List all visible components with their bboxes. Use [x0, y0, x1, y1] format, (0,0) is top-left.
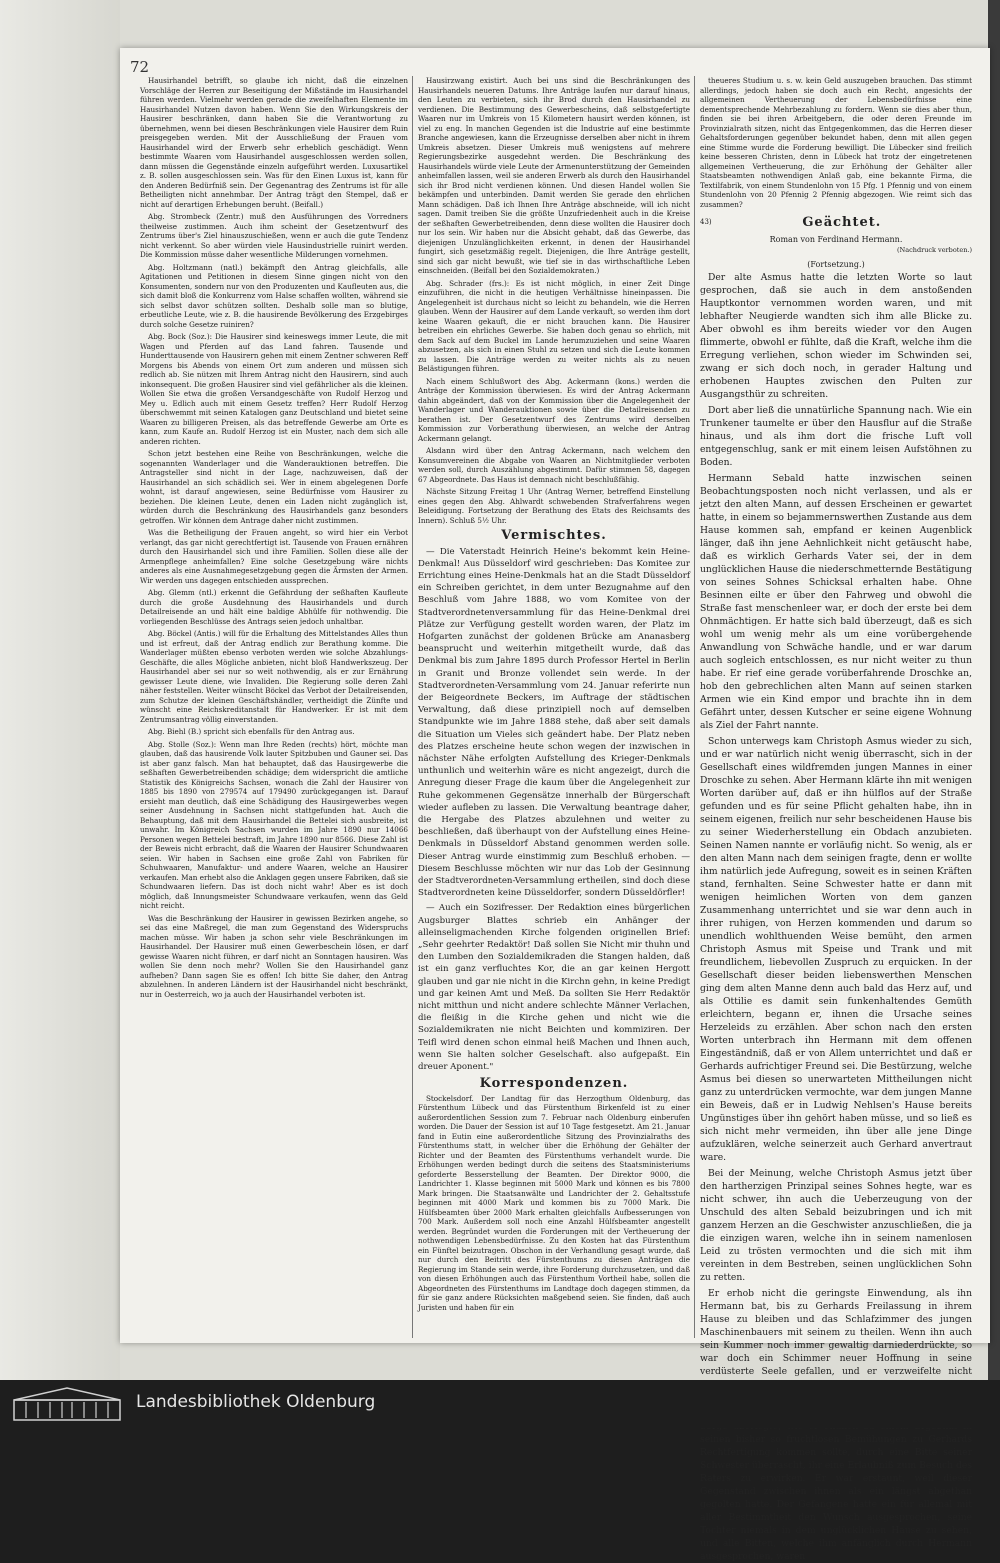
paragraph: Hausirzwang existirt. Auch bei uns sind die Beschränkungen des Hausirhandels neueren Datums. Ihre Anträge laufen nur darauf hinaus, den Leuten zu verbieten, sich ihr Brod durch den Hausirhandel zu verdienen. Die Bestimmung des Gewerbescheins, daß selbstgefertigte Waaren nur im Umkreis von 15 Kilometern hausirt werden können, ist viel zu eng. In manchen Gegenden ist die Industrie auf eine bestimmte Branche angewiesen, kann die Erzeugnisse derselben aber nicht in ihrem Umkreis absetzen. Dieser Umkreis muß wenigstens auf mehrere Regierungsbezirke ausgedehnt werden. Die Beschränkung des Hausirhandels würde viele Leute der Armenunterstützung der Gemeinden anheimfallen lassen, weil sie anderen Erwerb als durch den Hausirhandel sich ihr Brod nicht verdienen können. Und diesen Handel wollen Sie bekämpfen und unterbinden. Damit werden Sie gerade den ehrlichen Mann schädigen. Daß ich Ihnen Ihre Anträge abschneide, will ich nicht sagen. Damit treiben Sie die größte Unzufriedenheit auch in die Kreise der seßhaften Gewerbetreibenden, denn diese wollten die Hausirer doch nur los sein. Wir haben nur die Absicht gehabt, daß das Gewerbe, das diejenigen Unzulänglichkeiten erkennt, in denen der Hausirhandel fungirt, sich gesetzmäßig regelt. Diejenigen, die Ihre Anträge gestellt, sind sich gar nicht bewußt, wie tief sie in das wirthschaftliche Leben einschneiden. (Beifall bei den Sozialdemokraten.) [418, 76, 690, 275]
page-left-margin [0, 0, 120, 1380]
paragraph: Schon jetzt bestehen eine Reihe von Beschränkungen, welche die sogenannten Wanderlager und die Wanderauktionen betreffen. Die Antragsteller sind nicht in der Lage, nachzuweisen, daß der Hausirhandel an sich schädlich sei. Wer in einem abgelegenen Dorfe wohnt, ist darauf angewiesen, seine Bedürfnisse vom Hausirer zu beziehen. Die kleinen Leute, denen ein Laden nicht zugänglich ist, würden durch die Beschränkung des Hausirhandels ganz besonders getroffen. Wir können dem Antrage daher nicht zustimmen. [140, 449, 408, 525]
paragraph: Abg. Böckel (Antis.) will für die Erhaltung des Mittelstandes Alles thun und ist erfreut, daß der Antrag endlich zur Berathung komme. Die Wanderlager müßten ebenso verboten werden wie solche Abzahlungs-Geschäfte, die alles Mögliche anbieten, nicht bloß Handwerkszeug. Der Hausirhandel aber sei nur so weit nothwendig, als er zur Ernährung gewisser Leute diene, wie Invaliden. Die Regierung solle deren Zahl näher feststellen. Weiter wünscht Böckel das Verbot der Detailreisenden, zum Schutze der kleinen Geschäftshändler, vertheidigt die Zünfte und wünscht eine Reichskreditanstalt für Handwerker. Er ist mit dem Zentrumsantrag völlig einverstanden. [140, 629, 408, 724]
paragraph: Was die Beschränkung der Hausirer in gewissen Bezirken angehe, so sei das eine Maßregel, die man zum Gegenstand des Widerspruchs machen müsse. Wir haben ja schon sehr viele Beschränkungen im Hausirhandel. Der Hausirer muß einen Gewerbeschein lösen, er darf gewisse Waaren nicht führen, er darf nicht an Sonntagen hausiren. Was wollen Sie denn noch mehr? Wollen Sie den Hausirhandel ganz aufheben? Dann sagen Sie es offen! Ich bitte Sie daher, den Antrag abzulehnen. In anderen Ländern ist der Hausirhandel nicht beschränkt, nur in Oesterreich, wo ja auch der Hausirhandel verboten ist. [140, 913, 408, 999]
paragraph: Abg. Schrader (frs.): Es ist nicht möglich, in einer Zeit Dinge einzuführen, die nicht in die heutigen Verhältnisse hineinpassen. Die Angelegenheit ist durchaus nicht so leicht zu behandeln, wie die Herren glauben. Wenn der Hausirer auf dem Lande verkauft, so werden ihm dort keine Waaren gekauft, die er nicht brauchen kann. Die Hausirer betreiben ein ehrliches Gewerbe. Sie haben doch genau so ehrlich, mit dem Sack auf dem Buckel im Lande herumzuziehen und seine Waaren abzusetzen, als sich in einen Stuhl zu setzen und sich die Leute kommen zu lassen. Die Anträge werden zu weiter nichts als zu neuen Belästigungen führen. [418, 278, 690, 373]
paragraph: Abg. Biehl (B.) spricht sich ebenfalls für den Antrag aus. [148, 727, 355, 736]
paragraph: Schon unterwegs kam Christoph Asmus wieder zu sich, und er war natürlich nicht wenig überrascht, sich in der Gesellschaft eines wildfremden jungen Mannes in einer Droschke zu sehen. Aber Hermann klärte ihn mit wenigen Worten darüber auf, daß er ihn hülflos auf der Straße gefunden und es für seine Pflicht gehalten habe, ihn in seinem eigenen, freilich nur sehr bescheidenen Hause bis zu seiner Wiederherstellung ein Obdach anzubieten. Seinen Namen nannte er vorläufig nicht. So wenig, als er den alten Mann nach dem seinigen fragte, denn er wollte ihm natürlich jede Aufregung, soweit es in seinen Kräften stand, fernhalten. Seine Schwester hatte er dann mit wenigen heimlichen Worten von dem ganzen Zusammenhang unterrichtet und sie war denn auch in ihrer ruhigen, von Herzen kommenden und darum so unendlich wohlthuenden Weise bemüht, den armen Christoph Asmus mit Speise und Trank und mit freundlichem, liebevollen Zuspruch zu erquicken. In der Gesellschaft dieser beiden liebenswerthen Menschen ging dem alten Manne denn auch bald das Herz auf, und als Ottilie es damit sein funkenhaltendes Gemüth erleichtern, begann er, ihnen die Ursache seines Herzeleids zu erzählen. Aber schon nach den ersten Worten unterbrach ihn Hermann mit dem offenen Eingeständniß, daß er von Allem unterrichtet und daß er Gerhards aufrichtiger Freund sei. Die Bestürzung, welche Asmus bei diesen so unerwarteten Mittheilungen nicht ganz zu unterdrücken vermochte, war dem jungen Manne ein Beweis, daß er in Ludwig Nehlsen's Hause bereits Ungünstiges über ihn gehört haben müsse, und so ließ es sich nicht mehr vermeiden, ihn über alle jene Dinge aufzuklären, welche seinerzeit auch Gerhard anvertraut ware. [700, 736, 972, 1163]
paragraph: Bei der Meinung, welche Christoph Asmus jetzt über den hartherzigen Prinzipal seines Sohnes hegte, war es nicht schwer, ihn auch die Ueberzeugung von der Unschuld des alten Sebald beizubringen und ich mit ganzem Herzen an die Geschwister anzuschließen, die ja die einzigen waren, welche ihn in seinem namenlosen Leid zu trösten vermochten und die sich mit ihm vereinten in dem Bestreben, seinen unglücklichen Sohn zu retten. [700, 1168, 972, 1283]
paragraph: Nach einem Schlußwort des Abg. Ackermann (kons.) werden die Anträge der Kommission überwiesen. Es wird der Antrag Ackermann dahin abgeändert, daß von der Kommission über die Angelegenheit der Wanderlager und Wanderauktionen sowie über die Detailreisenden zu berathen ist. Der Gesetzentwurf des Zentrums wird derselben Kommission zur Vorberathung überwiesen, an welche der Antrag Ackermann gelangt. [418, 376, 690, 443]
paragraph: Stockelsdorf. Der Landtag für das Herzogthum Oldenburg, das Fürstenthum Lübeck und das Fürstenthum Birkenfeld ist zu einer außerordentlichen Session zum 7. Februar nach Oldenburg einberufen worden. Die Dauer der Session ist auf 10 Tage festgesetzt. Am 21. Januar fand in Eutin eine außerordentliche Sitzung des Provinzialraths des Fürstenthums statt, in welcher über die Erhöhung der Gehälter der Richter und der Beamten des Fürstenthums verhandelt wurde. Die Erhöhungen werden bedingt durch die seitens des Staatsministeriums geforderte Besserstellung der Beamten. Der Direktor 9000, die Landrichter 1. Klasse beginnen mit 5000 Mark und können es bis 7800 Mark bringen. Die Staatsanwälte und Landrichter der 2. Gehaltsstufe beginnen mit 4000 Mark und kommen bis zu 7000 Mark. Die Hülfsbeamten über 2000 Mark erhalten gleichfalls Aufbesserungen von 700 Mark. Außerdem soll noch eine Anzahl Hülfsbeamter angestellt werden. Begründet wurden die Forderungen mit der Vertheuerung der nothwendigen Lebensbedürfnisse. Zu den Kosten hat das Fürstenthum ein Fünftel beizutragen. Obschon in der Verhandlung gesagt wurde, daß nur durch den Beitritt des Fürstenthums zu diesen Anträgen die Regierung im Stande sein werde, ihre Forderung durchzusetzen, und daß von diesen Erhöhungen auch das Fürstenthum Vortheil habe, sollen die Abgeordneten des Fürstenthums im Landtage doch dagegen stimmen, da für sie ganz andere Rücksichten maßgebend seien. Sie finden, daß auch Juristen und haben für ein [418, 1093, 690, 1312]
novel-title: Geächtet. [802, 215, 882, 230]
paragraph: Abg. Stolle (Soz.): Wenn man Ihre Reden (rechts) hört, möchte man glauben, daß das hausirende Volk lauter Spitzbuben und Gauner sei. Das ist aber ganz falsch. Man hat behauptet, daß das Hausirgewerbe die seßhaften Gewerbetreibenden schädige; dem widerspricht die amtliche Statistik des Königreichs Sachsen, wonach die Zahl der Hausirer von 1885 bis 1890 von 279574 auf 179490 zurückgegangen ist. Darauf ersieht man deutlich, daß eine Schädigung des Hausirgewerbes wegen seiner Ausdehnung in Sachsen nicht stattgefunden hat. Auch die Behauptung, daß mit dem Hausirhandel die Bettelei sich ausbreite, ist unwahr. Im Königreich Sachsen wurden im Jahre 1890 nur 14066 Personen wegen Bettelei bestraft, im Jahre 1890 nur 8566. Diese Zahl ist der Beweis nicht erbracht, daß die Waaren der Hausirer Schundwaaren seien. Wir haben in Sachsen eine große Zahl von Fabriken für Schuhwaaren, Manufaktur- und andere Waaren, welche an Hausirer verkaufen. Man erhebt also die Anklagen gegen unsere Fabriken, daß sie Schundwaaren liefern. Das ist doch nicht wahr! Aber es ist doch möglich, daß Innungsmeister Schundwaare verkaufen, wenn das Geld nicht reicht. [140, 739, 408, 910]
paragraph: Was die Betheiligung der Frauen angeht, so wird hier ein Verbot verlangt, das gar nicht gerechtfertigt ist. Tausende von Frauen ernähren durch den Hausirhandel sich und ihre Familien. Sollen diese alle der Armenpflege anheimfallen? Eine solche Gesetzgebung wäre nichts anderes als eine Ausnahmegesetzgebung gegen die Ärmsten der Armen. Wir werden uns dagegen entschieden aussprechen. [140, 528, 408, 585]
paragraph: — Die Vaterstadt Heinrich Heine's bekommt kein Heine-Denkmal! Aus Düsseldorf wird geschrieben: Das Komitee zur Errichtung eines Heine-Denkmals hat an die Stadt Düsseldorf ein Schreiben gerichtet, in dem unter Bezugnahme auf den Beschluß vom Jahre 1888, wo vom Komitee von der Stadtverordnetenversammlung für das Heine-Denkmal drei Plätze zur Verfügung gestellt worden waren, der Platz im Hofgarten zunächst der goldenen Brücke am Ananasberg beansprucht und weiterhin mitgetheilt wurde, daß das Denkmal bis zum Jahre 1895 durch Professor Hertel in Berlin in Granit und Bronze vollendet sein werde. In der Stadtverordneten-Versammlung vom 24. Januar referirte nun der Beigeordnete Beckers, im Auftrage der städtischen Verwaltung, daß diese prinzipiell noch auf demselben Standpunkte wie im Jahre 1888 stehe, daß aber seit damals die Situation um Vieles sich geändert habe. Der Platz neben des Platzes erscheine heute schon wegen der inzwischen in nächster Nähe erfolgten Aufstellung des Krieger-Denkmals unthunlich und weiterhin wäre es nicht angezeigt, durch die Anregung dieser Frage die kaum über die Angelegenheit zur Ruhe gekommenen Gegensätze innerhalb der Bürgerschaft wieder aufleben zu lassen. Die Verwaltung beantrage daher, die Hergabe des Platzes abzulehnen und weiter zu beschließen, daß überhaupt von der Aufstellung eines Heine-Denkmals in Düsseldorf Abstand genommen werden solle. Dieser Antrag wurde einstimmig zum Beschluß erhoben. — Diesem Beschlusse möchten wir nur das Lob der Gesinnung der Stadtverordneten-Versammlung ertheilen, sind doch diese Stadtverordneten keine Düsseldorfer, sondern Düsseldörfler! [418, 546, 690, 899]
paragraph: — Auch ein Sozifresser. Der Redaktion eines bürgerlichen Augsburger Blattes schrieb ein Anhänger der alleinseligmachenden Kirche folgenden originellen Brief: „Sehr geehrter Redaktör! Daß sollen Sie Nicht mir thuhn und den Lumben den Sozialdemikraden die Stangen halden, daß ist ein ganz verfluchtes Kor, die an gar keinen Hergott glauben und gar nie nicht in die Kirchn gehn, in keine Predigt und gar keinen Amt und Meß. Da sollten Sie Herr Redaktör nicht mitthun und nicht andere schlechte Männer Verlachen, die fleißig in die Kirche gehen und nicht wie die Sozialdemikraten nie nicht Beichten und kommiziren. Der Teifl wird denen schon einmal heiß Machen und Ihnen auch, wenn Sie halten solcher Geselschaft. also aufgepaßt. Ein dreuer Aponent." [418, 903, 690, 1073]
column-rule [412, 76, 413, 1338]
paragraph: Abg. Bock (Soz.): Die Hausirer sind keineswegs immer Leute, die mit Wagen und Pferden auf das Land fahren. Tausende und Hunderttausende von Hausirern gehen mit einem Zentner schweren Reff Morgens bis Abends von einem Ort zum anderen und müssen sich redlich ab. Sie nützen mit Ihrem Antrag nicht den Hausirern, sind auch inkonsequent. Die großen Hausirer sind viel gefährlicher als die kleinen. Wollen Sie etwa die großen Versandgeschäfte von Rudolf Herzog und Mey u. Edlich auch mit einem Gesetz treffen? Herr Rudolf Herzog überschwemmt mit seinen Katalogen ganz Deutschland und bietet seine Waaren zu billigeren Preisen, als das betreffende Gewerbe am Orte es kann, zum Kaufe an. Rudolf Herzog ist ein Muster, nach dem sich alle anderen richten. [140, 332, 408, 446]
paragraph: seinen bisher so fruchtlosen Bemühungen zu Gerhards Rechtfertigung kommen sollte, durch eine Bitte seiner Schwester überrascht, ihr eine Erlaubniß zum Besuch des Raters zu erwirken. Er war erstaunt, weil dieser Gegenstand zwischen ihnen als ein längst abgethan gegolten hatte. Der Gefangene hatte ein für allemal mit aller Bestimmtheit den Wunsch ausgesprochen, seine Tochter niemals in dem unglücklichen Hause zu sehen, und alle Bitten, welche ihm anfänglich durch Hermann ausgesprochen, waren [700, 1434, 972, 1562]
library-building-icon [12, 1386, 122, 1422]
paragraph: Abg. Strombeck (Zentr.) muß den Ausführungen des Vorredners theilweise zustimmen. Auch ihm scheint der Gesetzentwurf des Zentrums über's Ziel hinauszuschießen, wenn er auch die gute Tendenz nicht verkennt. So aber würden viele Hausindustrielle ruinirt werden. Die Kommission müsse daher wesentliche Milderungen vornehmen. [140, 212, 408, 259]
page-number: 72 [130, 58, 150, 76]
column-3 [700, 76, 972, 1562]
paragraph: Dort aber ließ die unnatürliche Spannung nach. Wie ein Trunkener taumelte er über den Hausflur auf die Straße hinaus, und als ihm dort die frische Luft voll entgegenschlug, sank er mit einem leisen Aufstöhnen zu Boden. [700, 405, 972, 468]
paragraph: Alsdann wird über den Antrag Ackermann, nach welchem den Konsumvereinen die Abgabe von Waaren an Nichtmitglieder verboten werden soll, durch Auszählung abgestimmt. Dafür stimmen 58, dagegen 67 Abgeordnete. Das Haus ist demnach nicht beschlußfähig. [418, 446, 690, 484]
paragraph: theueres Studium u. s. w. kein Geld auszugeben brauchen. Das stimmt allerdings, jedoch haben sie doch auch ein Recht, angesichts der allgemeinen Vertheuerung der Lebensbedürfnisse eine dementsprechende Mehrbezahlung zu fordern. Wenn sie dies aber thun, finden sie bei ihren Arbeitgebern, die oder deren Freunde im Provinzialrath sitzen, nicht das Entgegenkommen, das die Herren dieser Gehaltsforderungen gegenüber bekundet haben, denn mit allen gegen eine Stimme wurde die Forderung bewilligt. Die Lübecker sind freilich keine besseren Christen, denn in Lübeck hat trotz der eingetretenen allgemeinen Vertheuerung, die zur Erhöhung der Gehälter aller Staatsbeamten nothwendigen Anlaß gab, eine bekannte Firma, die Textilfabrik, von einem Stundenlohn von 15 Pfg. 1 Pfennig und von einem Stundenlohn von 20 Pfennig 2 Pfennig abgezogen. Wie reimt sich das zusammen? [700, 76, 972, 209]
library-name: Landesbibliothek Oldenburg [136, 1392, 376, 1412]
reprint-note: (Nachdruck verboten.) [897, 246, 972, 254]
column-2 [418, 76, 690, 1338]
column-rule [694, 76, 695, 1338]
paragraph: Abg. Holtzmann (natl.) bekämpft den Antrag gleichfalls, alle Agitationen und Petitionen in diesem Sinne gingen nicht von den Konsumenten, sondern nur von den Produzenten und Kaufleuten aus, die sich damit bloß die Konkurrenz vom Halse schaffen wollten, während sie sich selbst davor schützen sollten. Deshalb solle man so blutige, erbeutliche Leute, wie z. B. die hausirende Bevölkerung des Erzgebirges durch solche Gesetze ruiniren? [140, 262, 408, 329]
continuation-note: (Fortsetzung.) [807, 259, 865, 269]
paragraph: Nächste Sitzung Freitag 1 Uhr (Antrag Werner, betreffend Einstellung eines gegen den Abg. Ahlwardt schwebenden Strafverfahrens wegen Beleidigung. Fortsetzung der Berathung des Etats des Reichsamts des Innern). Schluß 5½ Uhr. [418, 487, 690, 525]
section-heading-korrespondenzen: Korrespondenzen. [479, 1076, 629, 1092]
paragraph: Der alte Asmus hatte die letzten Worte so laut gesprochen, daß sie auch in dem anstoßenden Hauptkontor vernommen worden waren, und mit lebhafter Neugierde wandten sich ihm alle Blicke zu. Aber obwohl es ihm bereits wieder vor den Augen flimmerte, obwohl er fühlte, daß die Kraft, welche ihm die Erregung verliehen, schon wieder im Schwinden sei, zwang er sich doch noch, in gerader Haltung und erhobenen Hauptes zwischen den Pulten zur Ausgangsthür zu schreiten. [700, 272, 972, 400]
paragraph: Er erhob nicht die geringste Einwendung, als ihn Hermann bat, bis zu Gerhards Freilassung in ihrem Hause zu bleiben und das Schlafzimmer des jungen Maschinenbauers mit seinem zu theilen. Wenn ihn auch sein Kummer noch immer gewaltig darniederdrückte, so war doch ein Schimmer neuer Hoffnung in seine verdüsterte Seele gefallen, und er verzweifelte nicht [700, 1288, 972, 1377]
paragraph: Abg. Glemm (ntl.) erkennt die Gefährdung der seßhaften Kaufleute durch die große Ausdehnung des Hausirhandels und durch Detailreisende an und hält eine baldige Abhülfe für nothwendig. Die vorliegenden Beschlüsse des Antrags seien jedoch unhaltbar. [140, 588, 408, 626]
paragraph: Hermann Sebald hatte inzwischen seinen Beobachtungsposten noch nicht verlassen, und als er jetzt den alten Mann, auf dessen Erscheinen er gewartet hatte, in einem so bejammernswerthen Zustande aus dem Hause kommen sah, empfand er keinen Augenblick länger, daß ihn jene Aehnlichkeit nicht getäuscht habe, daß es wirklich Gerhards Vater sei, der in dem unglücklichen Hause die niederschmetternde Bestätigung von seines Sohnes Schicksal erhalten habe. Ohne Besinnen eilte er über den Fahrweg und obwohl die Straße fast menschenleer war, er doch der erste bei dem Ohnmächtigen. Er hatte sich bald überzeugt, daß es sich wohl um wenig mehr als um eine vorübergehende Anwandlung von Schwäche handle, und er war darum auch sogleich entschlossen, es nur nicht weiter zu thun habe. Er rief eine gerade vorüberfahrende Droschke an, hob den gebrechlichen alten Mann auf seinen starken Armen wie ein Kind empor und brachte ihn in dem Gefährt unter, dessen Kutscher er seine eigene Wohnung als Ziel der Fahrt nannte. [700, 473, 972, 731]
novel-installment-number: 43) [700, 217, 712, 226]
section-heading-vermischtes: Vermischtes. [501, 528, 607, 543]
column-1 [140, 76, 408, 1338]
novel-subtitle: Roman von Ferdinand Hermann. [769, 234, 903, 244]
paragraph: Hausirhandel betrifft, so glaube ich nicht, daß die einzelnen Vorschläge der Herren zur Beseitigung der Mißstände im Hausirhandel führen werden. Vielmehr werden gerade die zweifelhaften Elemente im Hausirhandel Nutzen davon haben. Wenn Sie den Wirkungskreis der Hausirer beschränken, dann haben Sie die Verantwortung zu übernehmen, wenn bei diesen Beschränkungen viele Hausirer dem Ruin preisgegeben werden. Mit der Ausschließung der Frauen vom Hausirhandel wird der Erwerb sehr erheblich geschädigt. Wenn bestimmte Waaren vom Hausirhandel ausgeschlossen werden sollen, dann müssen die Gegenstände einzeln aufgeführt werden. Luxusartikel z. B. sollen ausgeschlossen sein. Was für den Einen Luxus ist, kann für den Anderen Bedürfniß sein. Der Gegenantrag des Zentrums ist für alle Betheiligten nicht annehmbar. Der Antrag trägt den Stempel, daß er nicht auf derartigen Erhebungen beruht. (Beifall.) [140, 76, 408, 209]
